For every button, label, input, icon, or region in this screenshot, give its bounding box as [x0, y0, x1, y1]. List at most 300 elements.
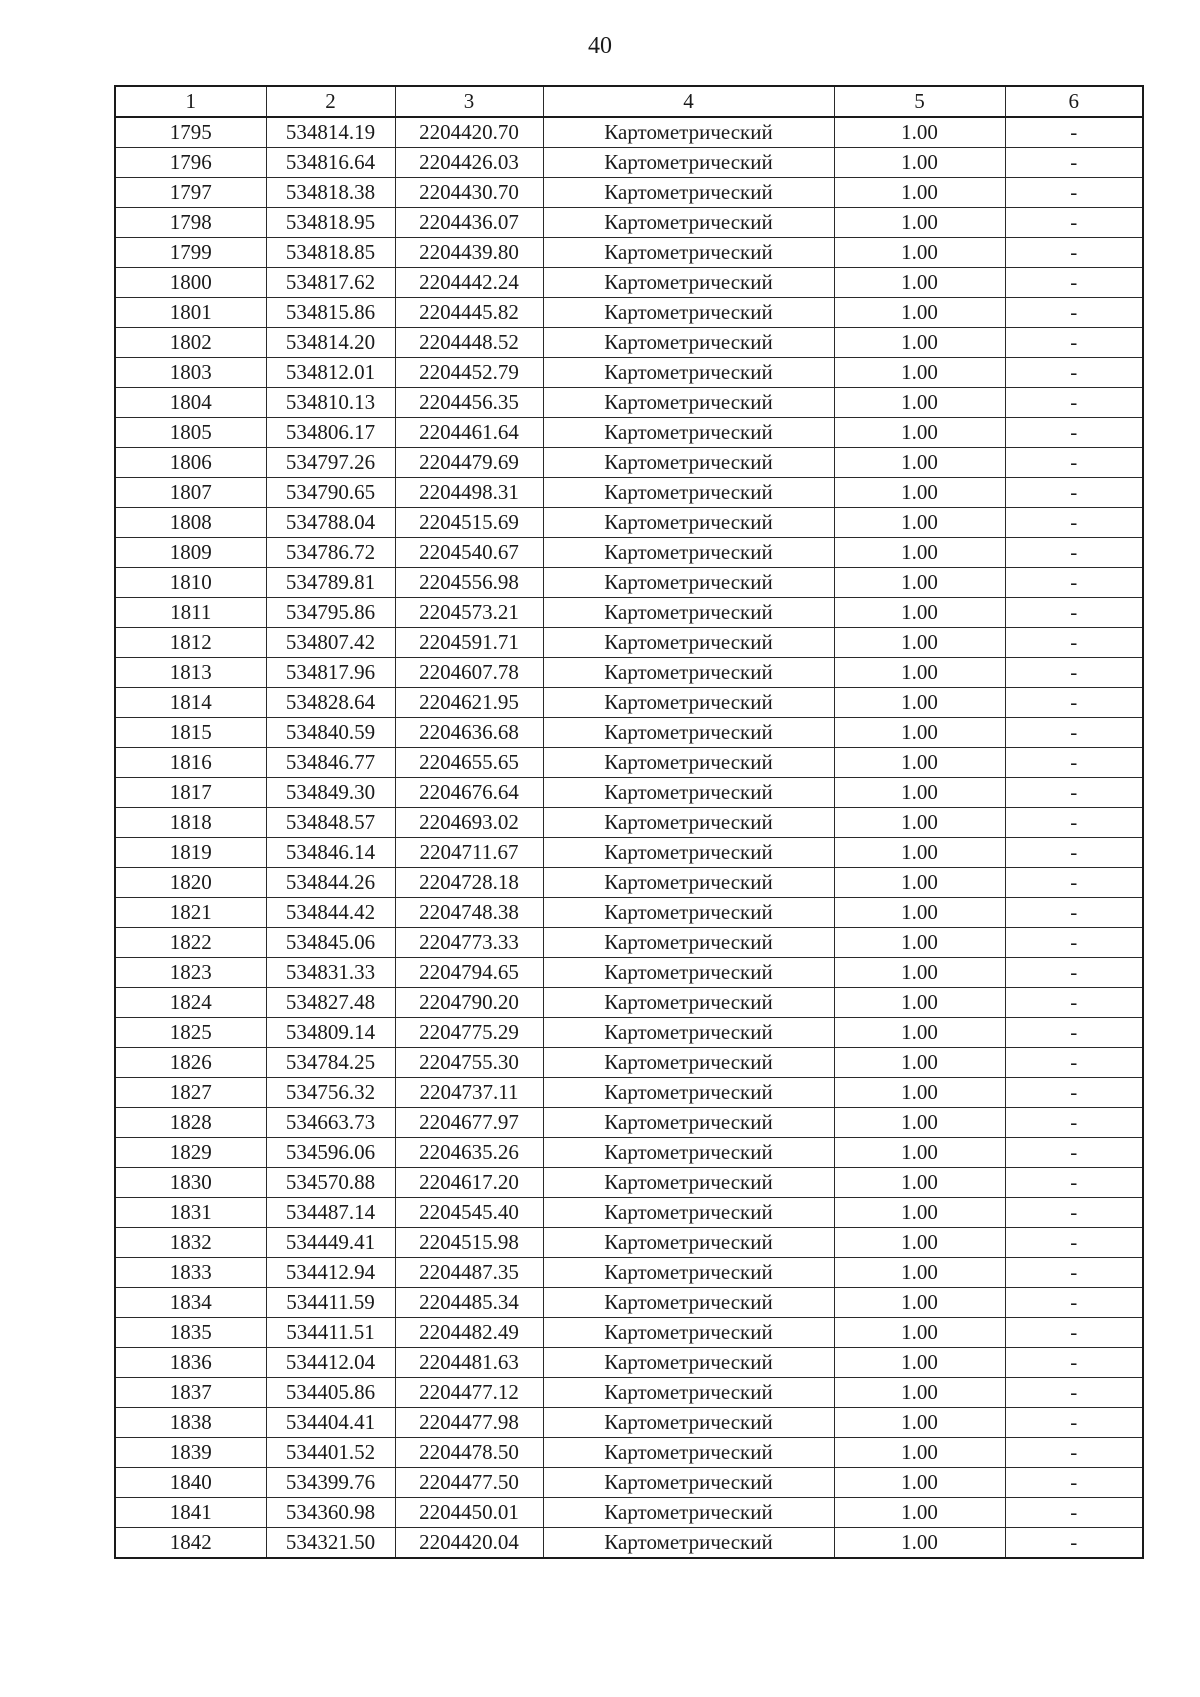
- description-cell: -: [1005, 1168, 1143, 1198]
- y-coordinate-cell: 2204711.67: [395, 838, 543, 868]
- x-coordinate-cell: 534827.48: [266, 988, 395, 1018]
- description-cell: -: [1005, 1048, 1143, 1078]
- method-cell: Картометрический: [543, 448, 834, 478]
- x-coordinate-cell: 534399.76: [266, 1468, 395, 1498]
- table-row: [115, 868, 1143, 898]
- table-row: [115, 1048, 1143, 1078]
- y-coordinate-cell: 2204482.49: [395, 1318, 543, 1348]
- point-number-cell: 1837: [115, 1378, 266, 1408]
- description-cell: -: [1005, 148, 1143, 178]
- header-cell-6: 6: [1005, 86, 1143, 117]
- y-coordinate-cell: 2204479.69: [395, 448, 543, 478]
- method-cell: Картометрический: [543, 178, 834, 208]
- point-number-cell: 1834: [115, 1288, 266, 1318]
- table-row: [115, 1378, 1143, 1408]
- x-coordinate-cell: 534809.14: [266, 1018, 395, 1048]
- description-cell: -: [1005, 538, 1143, 568]
- method-cell: Картометрический: [543, 838, 834, 868]
- point-number-cell: 1813: [115, 658, 266, 688]
- y-coordinate-cell: 2204420.70: [395, 117, 543, 148]
- description-cell: -: [1005, 658, 1143, 688]
- x-coordinate-cell: 534795.86: [266, 598, 395, 628]
- y-coordinate-cell: 2204621.95: [395, 688, 543, 718]
- table-row: [115, 1468, 1143, 1498]
- description-cell: -: [1005, 808, 1143, 838]
- table-row: [115, 1108, 1143, 1138]
- point-number-cell: 1797: [115, 178, 266, 208]
- accuracy-cell: 1.00: [834, 1498, 1005, 1528]
- x-coordinate-cell: 534663.73: [266, 1108, 395, 1138]
- accuracy-cell: 1.00: [834, 328, 1005, 358]
- description-cell: -: [1005, 1198, 1143, 1228]
- description-cell: -: [1005, 598, 1143, 628]
- point-number-cell: 1809: [115, 538, 266, 568]
- y-coordinate-cell: 2204591.71: [395, 628, 543, 658]
- x-coordinate-cell: 534596.06: [266, 1138, 395, 1168]
- method-cell: Картометрический: [543, 1108, 834, 1138]
- point-number-cell: 1839: [115, 1438, 266, 1468]
- table-row: [115, 1198, 1143, 1228]
- x-coordinate-cell: 534828.64: [266, 688, 395, 718]
- description-cell: -: [1005, 688, 1143, 718]
- method-cell: Картометрический: [543, 568, 834, 598]
- x-coordinate-cell: 534831.33: [266, 958, 395, 988]
- point-number-cell: 1800: [115, 268, 266, 298]
- y-coordinate-cell: 2204607.78: [395, 658, 543, 688]
- method-cell: Картометрический: [543, 1168, 834, 1198]
- point-number-cell: 1799: [115, 238, 266, 268]
- table-row: [115, 117, 1143, 148]
- description-cell: -: [1005, 117, 1143, 148]
- table-row: [115, 238, 1143, 268]
- description-cell: -: [1005, 478, 1143, 508]
- y-coordinate-cell: 2204436.07: [395, 208, 543, 238]
- x-coordinate-cell: 534570.88: [266, 1168, 395, 1198]
- point-number-cell: 1803: [115, 358, 266, 388]
- point-number-cell: 1825: [115, 1018, 266, 1048]
- y-coordinate-cell: 2204461.64: [395, 418, 543, 448]
- table-row: [115, 148, 1143, 178]
- method-cell: Картометрический: [543, 778, 834, 808]
- x-coordinate-cell: 534807.42: [266, 628, 395, 658]
- x-coordinate-cell: 534806.17: [266, 418, 395, 448]
- accuracy-cell: 1.00: [834, 1048, 1005, 1078]
- x-coordinate-cell: 534814.20: [266, 328, 395, 358]
- accuracy-cell: 1.00: [834, 418, 1005, 448]
- table-row: [115, 688, 1143, 718]
- method-cell: Картометрический: [543, 418, 834, 448]
- x-coordinate-cell: 534797.26: [266, 448, 395, 478]
- point-number-cell: 1829: [115, 1138, 266, 1168]
- y-coordinate-cell: 2204498.31: [395, 478, 543, 508]
- y-coordinate-cell: 2204485.34: [395, 1288, 543, 1318]
- table-header: [115, 86, 1143, 117]
- table-row: [115, 1078, 1143, 1108]
- method-cell: Картометрический: [543, 868, 834, 898]
- method-cell: Картометрический: [543, 1198, 834, 1228]
- table-row: [115, 988, 1143, 1018]
- point-number-cell: 1821: [115, 898, 266, 928]
- method-cell: Картометрический: [543, 508, 834, 538]
- x-coordinate-cell: 534449.41: [266, 1228, 395, 1258]
- y-coordinate-cell: 2204540.67: [395, 538, 543, 568]
- table-row: [115, 358, 1143, 388]
- y-coordinate-cell: 2204617.20: [395, 1168, 543, 1198]
- method-cell: Картометрический: [543, 928, 834, 958]
- x-coordinate-cell: 534818.95: [266, 208, 395, 238]
- description-cell: -: [1005, 1318, 1143, 1348]
- y-coordinate-cell: 2204430.70: [395, 178, 543, 208]
- point-number-cell: 1796: [115, 148, 266, 178]
- point-number-cell: 1830: [115, 1168, 266, 1198]
- x-coordinate-cell: 534810.13: [266, 388, 395, 418]
- y-coordinate-cell: 2204477.12: [395, 1378, 543, 1408]
- table-row: [115, 898, 1143, 928]
- accuracy-cell: 1.00: [834, 1198, 1005, 1228]
- y-coordinate-cell: 2204790.20: [395, 988, 543, 1018]
- x-coordinate-cell: 534817.96: [266, 658, 395, 688]
- accuracy-cell: 1.00: [834, 568, 1005, 598]
- table-row: [115, 1258, 1143, 1288]
- accuracy-cell: 1.00: [834, 148, 1005, 178]
- point-number-cell: 1804: [115, 388, 266, 418]
- table-row: [115, 1018, 1143, 1048]
- description-cell: -: [1005, 208, 1143, 238]
- y-coordinate-cell: 2204515.69: [395, 508, 543, 538]
- x-coordinate-cell: 534818.38: [266, 178, 395, 208]
- method-cell: Картометрический: [543, 988, 834, 1018]
- method-cell: Картометрический: [543, 718, 834, 748]
- accuracy-cell: 1.00: [834, 1468, 1005, 1498]
- method-cell: Картометрический: [543, 688, 834, 718]
- method-cell: Картометрический: [543, 1438, 834, 1468]
- y-coordinate-cell: 2204477.98: [395, 1408, 543, 1438]
- point-number-cell: 1833: [115, 1258, 266, 1288]
- y-coordinate-cell: 2204636.68: [395, 718, 543, 748]
- accuracy-cell: 1.00: [834, 1378, 1005, 1408]
- description-cell: -: [1005, 868, 1143, 898]
- header-cell-2: 2: [266, 86, 395, 117]
- accuracy-cell: 1.00: [834, 688, 1005, 718]
- accuracy-cell: 1.00: [834, 1438, 1005, 1468]
- point-number-cell: 1827: [115, 1078, 266, 1108]
- x-coordinate-cell: 534788.04: [266, 508, 395, 538]
- method-cell: Картометрический: [543, 628, 834, 658]
- method-cell: Картометрический: [543, 1378, 834, 1408]
- y-coordinate-cell: 2204755.30: [395, 1048, 543, 1078]
- table-row: [115, 1498, 1143, 1528]
- accuracy-cell: 1.00: [834, 808, 1005, 838]
- description-cell: -: [1005, 1348, 1143, 1378]
- point-number-cell: 1811: [115, 598, 266, 628]
- accuracy-cell: 1.00: [834, 898, 1005, 928]
- description-cell: -: [1005, 958, 1143, 988]
- method-cell: Картометрический: [543, 388, 834, 418]
- x-coordinate-cell: 534789.81: [266, 568, 395, 598]
- accuracy-cell: 1.00: [834, 1108, 1005, 1138]
- accuracy-cell: 1.00: [834, 117, 1005, 148]
- point-number-cell: 1838: [115, 1408, 266, 1438]
- y-coordinate-cell: 2204452.79: [395, 358, 543, 388]
- table-row: [115, 658, 1143, 688]
- table-row: [115, 1438, 1143, 1468]
- description-cell: -: [1005, 328, 1143, 358]
- header-row: [115, 86, 1143, 117]
- method-cell: Картометрический: [543, 1528, 834, 1559]
- description-cell: -: [1005, 1228, 1143, 1258]
- method-cell: Картометрический: [543, 1348, 834, 1378]
- point-number-cell: 1822: [115, 928, 266, 958]
- description-cell: -: [1005, 718, 1143, 748]
- x-coordinate-cell: 534412.04: [266, 1348, 395, 1378]
- method-cell: Картометрический: [543, 298, 834, 328]
- description-cell: -: [1005, 748, 1143, 778]
- point-number-cell: 1802: [115, 328, 266, 358]
- y-coordinate-cell: 2204693.02: [395, 808, 543, 838]
- method-cell: Картометрический: [543, 117, 834, 148]
- point-number-cell: 1826: [115, 1048, 266, 1078]
- method-cell: Картометрический: [543, 1288, 834, 1318]
- method-cell: Картометрический: [543, 208, 834, 238]
- accuracy-cell: 1.00: [834, 598, 1005, 628]
- point-number-cell: 1808: [115, 508, 266, 538]
- description-cell: -: [1005, 1438, 1143, 1468]
- y-coordinate-cell: 2204487.35: [395, 1258, 543, 1288]
- accuracy-cell: 1.00: [834, 298, 1005, 328]
- x-coordinate-cell: 534844.26: [266, 868, 395, 898]
- x-coordinate-cell: 534848.57: [266, 808, 395, 838]
- table-row: [115, 718, 1143, 748]
- description-cell: -: [1005, 778, 1143, 808]
- description-cell: -: [1005, 448, 1143, 478]
- accuracy-cell: 1.00: [834, 508, 1005, 538]
- accuracy-cell: 1.00: [834, 988, 1005, 1018]
- method-cell: Картометрический: [543, 958, 834, 988]
- x-coordinate-cell: 534816.64: [266, 148, 395, 178]
- point-number-cell: 1801: [115, 298, 266, 328]
- table-row: [115, 568, 1143, 598]
- y-coordinate-cell: 2204445.82: [395, 298, 543, 328]
- y-coordinate-cell: 2204515.98: [395, 1228, 543, 1258]
- table-row: [115, 178, 1143, 208]
- y-coordinate-cell: 2204737.11: [395, 1078, 543, 1108]
- accuracy-cell: 1.00: [834, 1258, 1005, 1288]
- table-row: [115, 298, 1143, 328]
- accuracy-cell: 1.00: [834, 358, 1005, 388]
- y-coordinate-cell: 2204573.21: [395, 598, 543, 628]
- accuracy-cell: 1.00: [834, 1318, 1005, 1348]
- method-cell: Картометрический: [543, 358, 834, 388]
- point-number-cell: 1832: [115, 1228, 266, 1258]
- x-coordinate-cell: 534405.86: [266, 1378, 395, 1408]
- x-coordinate-cell: 534840.59: [266, 718, 395, 748]
- y-coordinate-cell: 2204442.24: [395, 268, 543, 298]
- x-coordinate-cell: 534846.14: [266, 838, 395, 868]
- accuracy-cell: 1.00: [834, 478, 1005, 508]
- table-row: [115, 1168, 1143, 1198]
- y-coordinate-cell: 2204775.29: [395, 1018, 543, 1048]
- x-coordinate-cell: 534812.01: [266, 358, 395, 388]
- description-cell: -: [1005, 178, 1143, 208]
- x-coordinate-cell: 534411.59: [266, 1288, 395, 1318]
- description-cell: -: [1005, 268, 1143, 298]
- table-row: [115, 448, 1143, 478]
- accuracy-cell: 1.00: [834, 718, 1005, 748]
- method-cell: Картометрический: [543, 1138, 834, 1168]
- x-coordinate-cell: 534817.62: [266, 268, 395, 298]
- description-cell: -: [1005, 1378, 1143, 1408]
- accuracy-cell: 1.00: [834, 1528, 1005, 1559]
- page-number: 40: [588, 33, 612, 59]
- description-cell: -: [1005, 1108, 1143, 1138]
- accuracy-cell: 1.00: [834, 778, 1005, 808]
- accuracy-cell: 1.00: [834, 1288, 1005, 1318]
- description-cell: -: [1005, 1498, 1143, 1528]
- accuracy-cell: 1.00: [834, 658, 1005, 688]
- accuracy-cell: 1.00: [834, 958, 1005, 988]
- point-number-cell: 1806: [115, 448, 266, 478]
- table-row: [115, 778, 1143, 808]
- x-coordinate-cell: 534784.25: [266, 1048, 395, 1078]
- point-number-cell: 1841: [115, 1498, 266, 1528]
- x-coordinate-cell: 534786.72: [266, 538, 395, 568]
- description-cell: -: [1005, 628, 1143, 658]
- method-cell: Картометрический: [543, 808, 834, 838]
- description-cell: -: [1005, 1018, 1143, 1048]
- table-row: [115, 1288, 1143, 1318]
- description-cell: -: [1005, 508, 1143, 538]
- x-coordinate-cell: 534412.94: [266, 1258, 395, 1288]
- point-number-cell: 1836: [115, 1348, 266, 1378]
- header-cell-5: 5: [834, 86, 1005, 117]
- point-number-cell: 1815: [115, 718, 266, 748]
- y-coordinate-cell: 2204478.50: [395, 1438, 543, 1468]
- method-cell: Картометрический: [543, 1498, 834, 1528]
- method-cell: Картометрический: [543, 268, 834, 298]
- method-cell: Картометрический: [543, 1408, 834, 1438]
- table-body: [115, 117, 1143, 1558]
- method-cell: Картометрический: [543, 538, 834, 568]
- x-coordinate-cell: 534404.41: [266, 1408, 395, 1438]
- point-number-cell: 1810: [115, 568, 266, 598]
- accuracy-cell: 1.00: [834, 1018, 1005, 1048]
- table-row: [115, 328, 1143, 358]
- x-coordinate-cell: 534846.77: [266, 748, 395, 778]
- table-row: [115, 748, 1143, 778]
- x-coordinate-cell: 534321.50: [266, 1528, 395, 1559]
- method-cell: Картометрический: [543, 1048, 834, 1078]
- description-cell: -: [1005, 1078, 1143, 1108]
- description-cell: -: [1005, 928, 1143, 958]
- point-number-cell: 1820: [115, 868, 266, 898]
- description-cell: -: [1005, 1288, 1143, 1318]
- accuracy-cell: 1.00: [834, 748, 1005, 778]
- x-coordinate-cell: 534756.32: [266, 1078, 395, 1108]
- y-coordinate-cell: 2204635.26: [395, 1138, 543, 1168]
- method-cell: Картометрический: [543, 658, 834, 688]
- accuracy-cell: 1.00: [834, 178, 1005, 208]
- point-number-cell: 1842: [115, 1528, 266, 1559]
- table-row: [115, 808, 1143, 838]
- table-row: [115, 958, 1143, 988]
- table-row: [115, 1348, 1143, 1378]
- y-coordinate-cell: 2204794.65: [395, 958, 543, 988]
- description-cell: -: [1005, 418, 1143, 448]
- x-coordinate-cell: 534815.86: [266, 298, 395, 328]
- table-row: [115, 1318, 1143, 1348]
- method-cell: Картометрический: [543, 898, 834, 928]
- table-row: [115, 1138, 1143, 1168]
- point-number-cell: 1824: [115, 988, 266, 1018]
- point-number-cell: 1798: [115, 208, 266, 238]
- accuracy-cell: 1.00: [834, 868, 1005, 898]
- method-cell: Картометрический: [543, 1228, 834, 1258]
- description-cell: -: [1005, 988, 1143, 1018]
- header-cell-1: 1: [115, 86, 266, 117]
- point-number-cell: 1795: [115, 117, 266, 148]
- table-row: [115, 538, 1143, 568]
- y-coordinate-cell: 2204439.80: [395, 238, 543, 268]
- description-cell: -: [1005, 388, 1143, 418]
- table-row: [115, 1408, 1143, 1438]
- method-cell: Картометрический: [543, 1318, 834, 1348]
- accuracy-cell: 1.00: [834, 838, 1005, 868]
- y-coordinate-cell: 2204448.52: [395, 328, 543, 358]
- description-cell: -: [1005, 1408, 1143, 1438]
- table-row: [115, 1528, 1143, 1559]
- table-row: [115, 508, 1143, 538]
- table-row: [115, 388, 1143, 418]
- point-number-cell: 1807: [115, 478, 266, 508]
- y-coordinate-cell: 2204677.97: [395, 1108, 543, 1138]
- description-cell: -: [1005, 838, 1143, 868]
- table-row: [115, 928, 1143, 958]
- point-number-cell: 1835: [115, 1318, 266, 1348]
- x-coordinate-cell: 534844.42: [266, 898, 395, 928]
- y-coordinate-cell: 2204556.98: [395, 568, 543, 598]
- point-number-cell: 1816: [115, 748, 266, 778]
- y-coordinate-cell: 2204477.50: [395, 1468, 543, 1498]
- table-row: [115, 628, 1143, 658]
- y-coordinate-cell: 2204456.35: [395, 388, 543, 418]
- y-coordinate-cell: 2204655.65: [395, 748, 543, 778]
- table-row: [115, 418, 1143, 448]
- table-row: [115, 268, 1143, 298]
- method-cell: Картометрический: [543, 1258, 834, 1288]
- accuracy-cell: 1.00: [834, 208, 1005, 238]
- point-number-cell: 1805: [115, 418, 266, 448]
- method-cell: Картометрический: [543, 238, 834, 268]
- method-cell: Картометрический: [543, 148, 834, 178]
- accuracy-cell: 1.00: [834, 1408, 1005, 1438]
- x-coordinate-cell: 534487.14: [266, 1198, 395, 1228]
- point-number-cell: 1817: [115, 778, 266, 808]
- method-cell: Картометрический: [543, 1018, 834, 1048]
- point-number-cell: 1823: [115, 958, 266, 988]
- accuracy-cell: 1.00: [834, 268, 1005, 298]
- x-coordinate-cell: 534401.52: [266, 1438, 395, 1468]
- table-row: [115, 598, 1143, 628]
- table-row: [115, 1228, 1143, 1258]
- y-coordinate-cell: 2204426.03: [395, 148, 543, 178]
- accuracy-cell: 1.00: [834, 928, 1005, 958]
- accuracy-cell: 1.00: [834, 1228, 1005, 1258]
- accuracy-cell: 1.00: [834, 1168, 1005, 1198]
- x-coordinate-cell: 534818.85: [266, 238, 395, 268]
- point-number-cell: 1819: [115, 838, 266, 868]
- method-cell: Картометрический: [543, 478, 834, 508]
- y-coordinate-cell: 2204728.18: [395, 868, 543, 898]
